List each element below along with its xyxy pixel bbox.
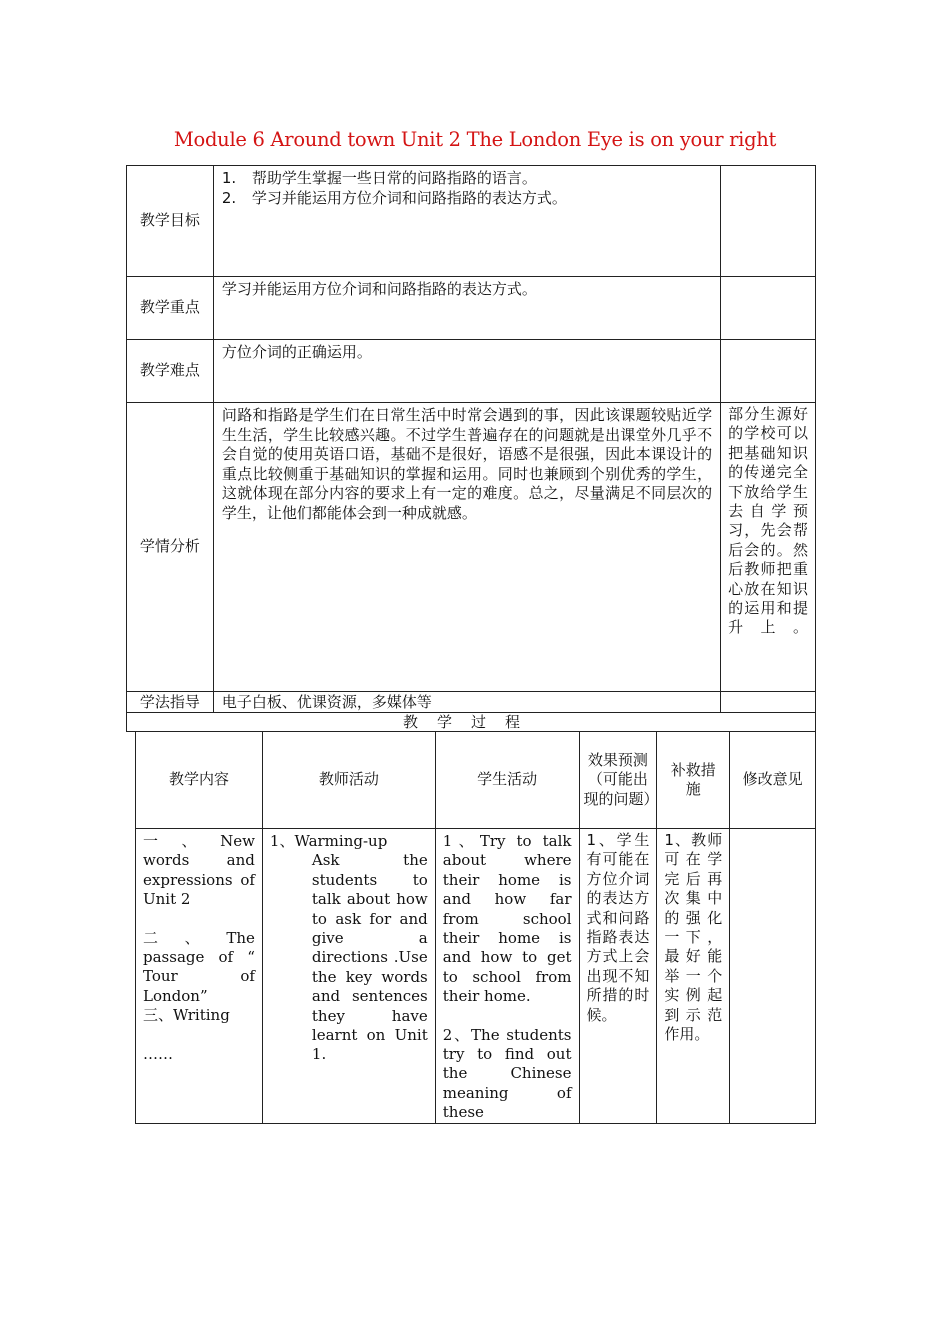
process-table: [135, 731, 816, 1124]
header-remedy: 补救措施: [657, 732, 730, 829]
goals-note: [721, 166, 816, 277]
method-label: 学法指导: [127, 692, 214, 713]
header-revise: 修改意见: [730, 732, 816, 829]
header-content: 教学内容: [136, 732, 263, 829]
students-line: 2、The students try to find out the Chinese meaning of these: [442, 1025, 572, 1122]
goal-item: [222, 169, 712, 189]
key-points-row: [127, 277, 816, 340]
difficulties-text: 方位介词的正确运用。: [213, 340, 720, 403]
analysis-text: 问路和指路是学生们在日常生活中时常会遇到的事，因此该课题较贴近学生生活，学生比较感兴趣。不过学生普遍存在的问题就是出课堂外几乎不会自觉的使用英语口语，基础不是很好，语感不是很强，因此本课设计的重点比较侧重于基础知识的掌握和运用。同时也兼顾到个别优秀的学生，这就体现在部分内容的要求上有一定的难度。总之，尽量满足不同层次的学生，让他们都能体会到一种成就感。: [213, 403, 720, 692]
process-header-row: [136, 732, 816, 829]
students-cell: [435, 829, 579, 1124]
analysis-label: 学情分析: [127, 403, 214, 692]
page-title: Module 6 Around town Unit 2 The London Eye is on your right: [173, 128, 777, 151]
teacher-cell: [262, 829, 435, 1124]
goals-label: 教学目标: [127, 166, 214, 277]
content-line: 三、Writing: [143, 1006, 230, 1025]
process-title-row: [127, 713, 816, 732]
goal-number: 1.: [221, 169, 237, 187]
remedy-cell: 1、教师可在学完后再次集中的强化一下，最好能举一个实例起到示范作用。: [657, 829, 730, 1124]
process-title: 教学过程: [127, 713, 816, 732]
method-note: [721, 692, 816, 713]
goal-item: [222, 189, 712, 209]
key-points-label: 教学重点: [127, 277, 214, 340]
goal-text: 学习并能运用方位介词和问路指路的表达方式。: [251, 188, 567, 207]
lesson-info-table: [126, 165, 816, 732]
key-points-text: 学习并能运用方位介词和问路指路的表达方式。: [213, 277, 720, 340]
difficulties-row: [127, 340, 816, 403]
difficulties-label: 教学难点: [127, 340, 214, 403]
goal-number: 2.: [221, 188, 237, 207]
goals-content: [213, 166, 720, 277]
header-students: 学生活动: [435, 732, 579, 829]
analysis-note: 部分生源好的学校可以把基础知识的传递完全下放给学生去自学预习，先会帮后会的。然后教师把重心放在知识的运用和提升上。: [721, 403, 816, 692]
content-cell: [136, 829, 263, 1124]
goals-row: [127, 166, 816, 277]
method-text: 电子白板、优课资源，多媒体等: [213, 692, 720, 713]
revise-cell: [730, 829, 816, 1124]
header-effect: 效果预测（可能出现的问题）: [579, 732, 657, 829]
header-teacher: 教师活动: [262, 732, 435, 829]
effect-cell: 1、学生有可能在方位介词的表达方式和问路指路表达方式上会出现不知所措的时候。: [579, 829, 657, 1124]
process-body-row: [136, 829, 816, 1124]
goal-text: 帮助学生掌握一些日常的问路指路的语言。: [251, 169, 537, 187]
content-line: 一、New words and expressions of Unit 2: [143, 832, 255, 909]
goals-list: [222, 169, 712, 208]
teacher-line: 1、Warming-up: [269, 832, 388, 850]
method-row: [127, 692, 816, 713]
teacher-line: Ask the students to talk about how to ask for and give a directions .Use the key words and sentences they have learnt on Unit 1.: [311, 851, 428, 1064]
content-line: ……: [143, 1044, 173, 1063]
students-line: 1、Try to talk about where their home is and how far from school their home is and how to get to school from their home.: [442, 832, 572, 1006]
content-line: 二 、 The passage of “ Tour of London”: [143, 928, 255, 1005]
difficulties-note: [721, 340, 816, 403]
key-points-note: [721, 277, 816, 340]
analysis-row: [127, 403, 816, 692]
